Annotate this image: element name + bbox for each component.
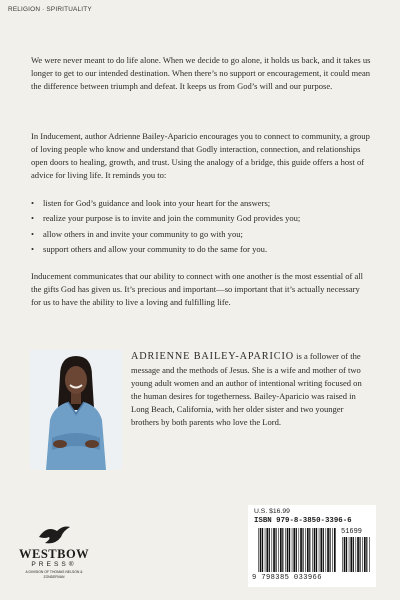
author-bio xyxy=(131,350,371,428)
barcode-bar xyxy=(273,528,275,572)
closing-paragraph: Inducement communicates that our ability to connect with one another is the most essential of all the gifts God has given us. It’s precious and important—so important that it’s actually necessary for us to have the ability to live a loving and fulfilling life. xyxy=(31,271,364,307)
list-item xyxy=(31,211,371,226)
barcode-bar xyxy=(292,528,293,572)
barcode-bar xyxy=(276,528,277,572)
barcode-bar xyxy=(332,528,333,572)
barcode-bar xyxy=(307,528,309,572)
list-item-text: realize your purpose is to invite and join the community God provides you; xyxy=(43,213,301,224)
isbn: ISBN 979-8-3850-3396-6 xyxy=(254,517,352,525)
list-item xyxy=(31,227,371,242)
barcode-bar xyxy=(327,528,329,572)
barcode-bar xyxy=(312,528,313,572)
barcode-number: 9 798385 033966 xyxy=(252,574,322,582)
barcode-bar xyxy=(320,528,322,572)
barcode-bar xyxy=(353,537,354,572)
list-item-text: allow others in and invite your community to go with you; xyxy=(43,228,243,239)
list-item xyxy=(31,242,371,257)
list-item xyxy=(31,196,371,211)
publisher-press: PRESS® xyxy=(31,561,77,568)
list-item-text: listen for God’s guidance and look into your heart for the answers; xyxy=(43,198,271,208)
author-bio-text: is a follower of the message and the methods of Jesus. She is a wife and mother of two young adult women and an author of intentional writing focused on the human desires for togetherness. Bailey-Aparicio was raised in Long Beach, California, with her older sister and two younger brothers by both parents who love the Lord. xyxy=(131,351,362,427)
barcode-bar xyxy=(357,537,359,572)
bird-icon xyxy=(37,523,71,547)
barcode-bar xyxy=(350,537,352,572)
barcode-bar xyxy=(314,528,316,572)
barcode-bar xyxy=(296,528,297,572)
barcode-bar xyxy=(323,528,324,572)
bullet-icon: • xyxy=(31,243,34,254)
publisher-logo xyxy=(15,523,91,591)
barcode-addon-number: 51699 xyxy=(341,528,363,536)
bullet-icon: • xyxy=(31,228,34,239)
barcode-bar xyxy=(342,537,343,572)
barcode-bar xyxy=(356,537,357,572)
barcode-bar xyxy=(262,528,263,572)
bullet-icon: • xyxy=(31,213,34,224)
barcode-bar xyxy=(293,528,295,572)
barcode-bar xyxy=(349,537,350,572)
intro-paragraph: We were never meant to do life alone. When we decide to go alone, it holds us back, and it takes us longer to get to our intended destination. When there’s no support or encouragement, it could mean the difference between triumph and defeat. It keeps us from God’s will and our purpose. xyxy=(31,55,371,91)
category-label: RELIGION · SPIRITUALITY xyxy=(8,6,92,13)
barcode-bar xyxy=(258,528,259,572)
barcode-bar xyxy=(326,528,327,572)
barcode-bar xyxy=(287,528,289,572)
bullet-icon: • xyxy=(31,198,34,208)
barcode-bar xyxy=(269,528,270,572)
barcode-bar xyxy=(266,528,268,572)
barcode-bar xyxy=(366,537,367,572)
barcode-bar xyxy=(303,528,304,572)
barcode-bar xyxy=(260,528,262,572)
list-item-text: support others and allow your community to do the same for you. xyxy=(43,243,268,254)
barcode-bar xyxy=(272,528,273,572)
reminder-list xyxy=(31,196,371,257)
publisher-division: A DIVISION OF THOMAS NELSON & ZONDERVAN xyxy=(25,570,83,579)
barcode-bar xyxy=(309,528,310,572)
barcode-bar xyxy=(364,537,366,572)
barcode-bar xyxy=(289,528,290,572)
author-portrait-illustration xyxy=(30,350,122,470)
barcode-bar xyxy=(299,528,300,572)
author-name: ADRIENNE BAILEY-APARICIO xyxy=(131,351,294,362)
price: U.S. $16.99 xyxy=(254,508,290,515)
barcode-addon xyxy=(342,537,372,572)
barcode xyxy=(258,528,336,572)
barcode-bar xyxy=(334,528,336,572)
barcode-bar xyxy=(360,537,361,572)
barcode-bar xyxy=(369,537,370,572)
barcode-bar xyxy=(280,528,282,572)
description-paragraph: In Inducement, author Adrienne Bailey-Aparicio encourages you to connect to community, a group of loving people who know and understand that Godly interaction, connection, and relationships open doors to healing, growth, and trust. Using the analogy of a bridge, this guide offers a host of advice for living life. It reminds you to: xyxy=(31,131,370,180)
barcode-bar xyxy=(265,528,266,572)
barcode-bar xyxy=(305,528,306,572)
barcode-bar xyxy=(278,528,279,572)
barcode-bar xyxy=(330,528,331,572)
author-photo xyxy=(30,350,122,470)
barcode-bar xyxy=(282,528,283,572)
barcode-bar xyxy=(344,537,346,572)
barcode-bar xyxy=(285,528,286,572)
barcode-bar xyxy=(316,528,317,572)
barcode-bar xyxy=(346,537,347,572)
publisher-name: WESTBOW xyxy=(19,547,90,561)
barcode-bar xyxy=(319,528,320,572)
barcode-bar xyxy=(300,528,302,572)
barcode-bar xyxy=(362,537,363,572)
